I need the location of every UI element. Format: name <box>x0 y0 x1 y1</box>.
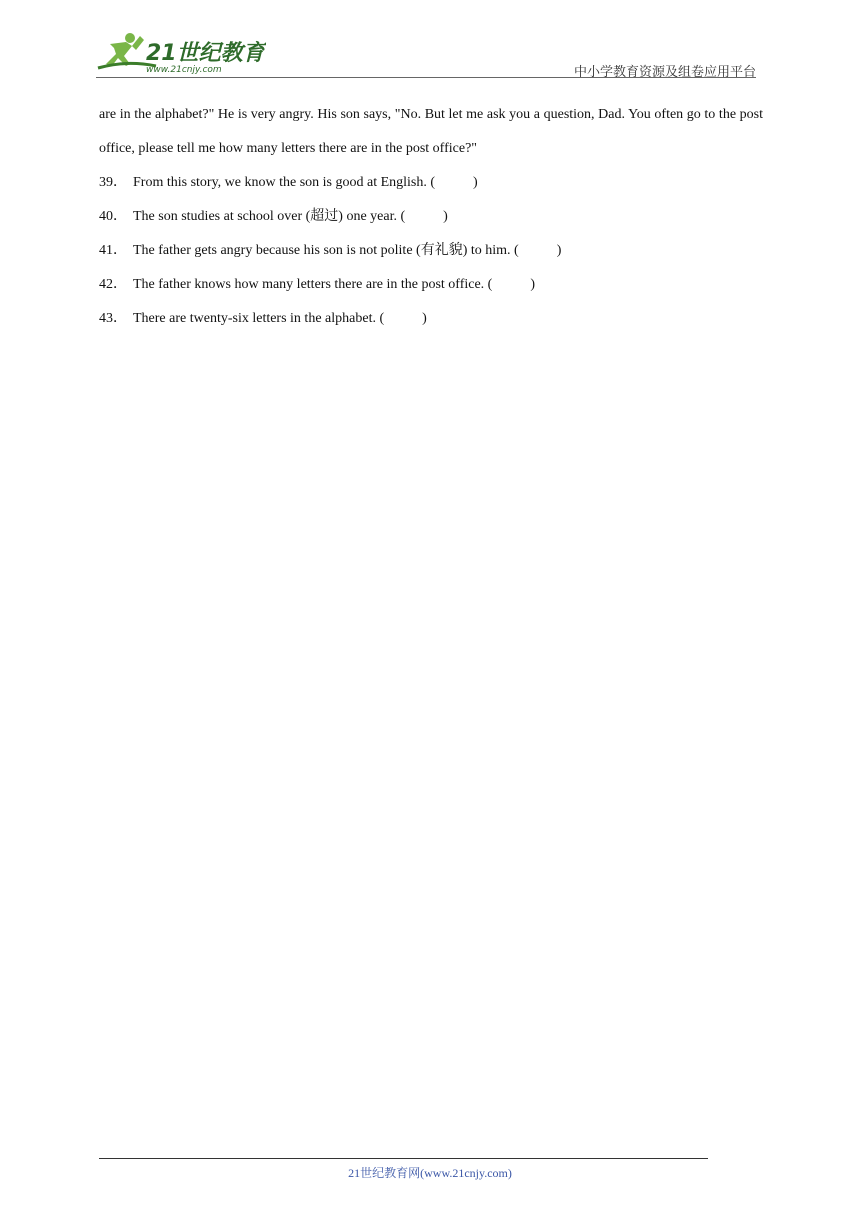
question-close: ) <box>473 175 478 190</box>
question-39 <box>99 166 763 200</box>
question-close: ) <box>556 243 562 258</box>
footer-link[interactable]: 21世纪教育网(www.21cnjy.com) <box>348 1166 512 1180</box>
document-body <box>99 98 763 336</box>
header-divider <box>96 77 756 78</box>
question-40 <box>99 200 763 234</box>
question-close: ) <box>443 209 448 224</box>
header-site-tagline: 中小学教育资源及组卷应用平台 <box>573 65 756 80</box>
question-number: 41． <box>99 243 127 258</box>
question-text: The father gets angry because his son is not polite (有礼貌) to him. ( <box>133 243 519 258</box>
logo-url: www.21cnjy.com <box>146 65 222 75</box>
logo-text: 21世纪教育 <box>146 41 265 66</box>
question-43 <box>99 302 763 336</box>
question-text: The son studies at school over (超过) one year. ( <box>133 209 406 224</box>
question-number: 43． <box>99 311 127 326</box>
question-42 <box>99 268 763 302</box>
footer-divider <box>99 1158 708 1159</box>
question-text: The father knows how many letters there are in the post office. ( <box>133 277 493 292</box>
question-close: ) <box>422 311 427 326</box>
question-text: There are twenty-six letters in the alphabet. ( <box>133 311 385 326</box>
question-41 <box>99 234 763 268</box>
passage-text: are in the alphabet?" He is very angry. His son says, "No. But let me ask you a question, Dad. You often go to the post office, please tell me how many letters there are in the post office?" <box>99 107 763 156</box>
question-text: From this story, we know the son is good at English. ( <box>133 175 436 190</box>
question-number: 42． <box>99 277 127 292</box>
site-logo <box>96 30 266 76</box>
page-header <box>96 30 756 78</box>
question-close: ) <box>530 277 536 292</box>
question-number: 40． <box>99 209 127 224</box>
question-number: 39． <box>99 175 127 190</box>
